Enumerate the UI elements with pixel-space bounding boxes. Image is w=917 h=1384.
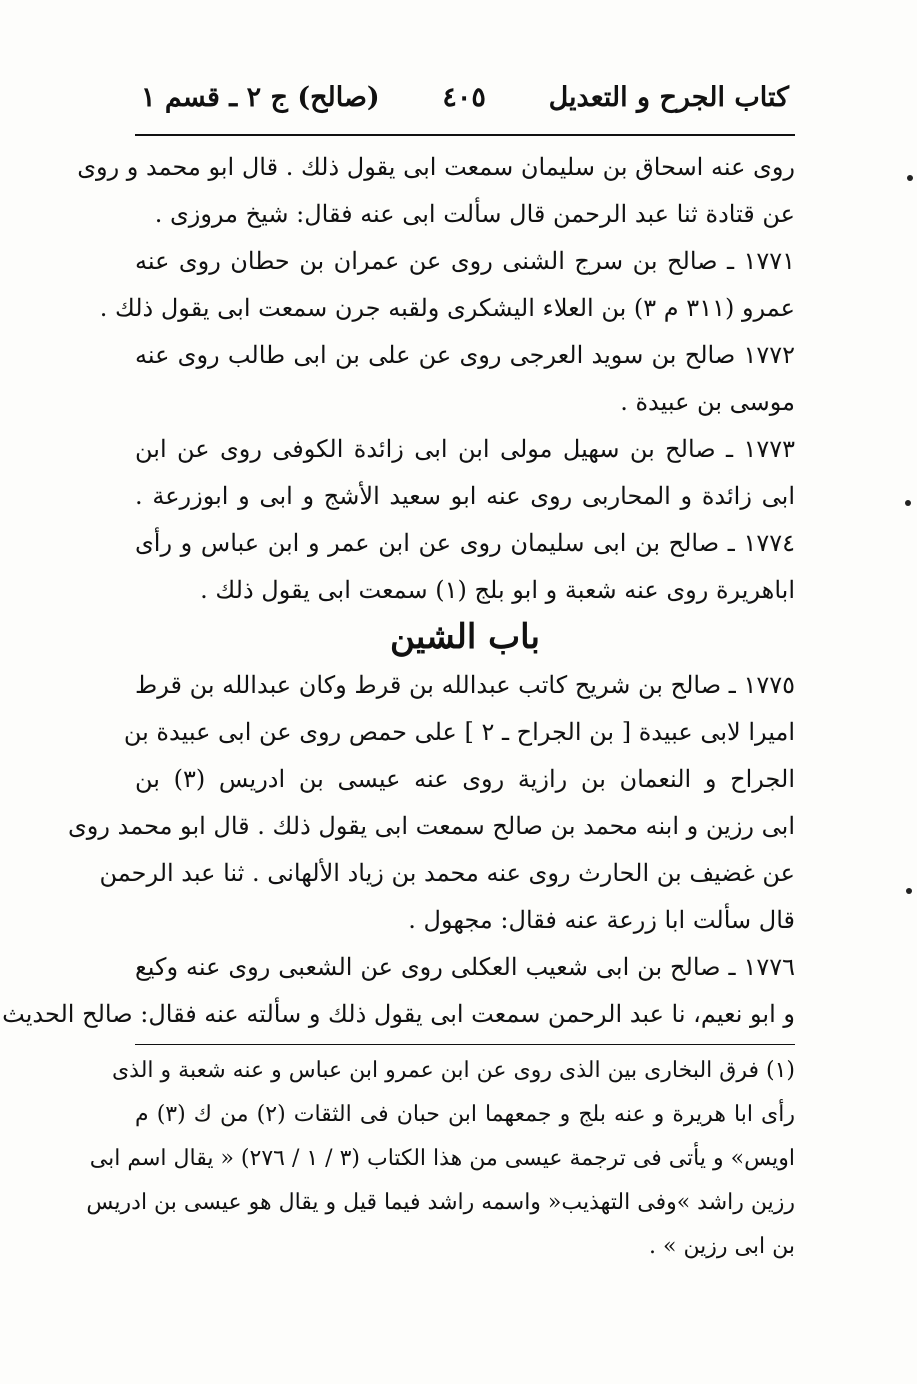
text-line: ١٧٧٥ ـ صالح بن شريح كاتب عبدالله بن قرط وكان عبدالله بن قرط	[135, 671, 795, 699]
section-label: (صالح) ج ٢ ـ قسم ١	[141, 82, 380, 113]
text-line: ١٧٧٣ ـ صالح بن سهيل مولى ابن ابى زائدة الكوفى روى عن ابن	[135, 435, 795, 463]
text-line: ١٧٧٦ ـ صالح بن ابى شعيب العكلى روى عن الشعبى روى عنه وكيع	[135, 953, 795, 981]
footnotes	[86, 1049, 795, 1269]
text-line: روى عنه اسحاق بن سليمان سمعت ابى يقول ذلك . قال ابو محمد و روى	[77, 153, 795, 181]
margin-mark	[907, 175, 913, 181]
footnote-line: بن ابى رزين » .	[649, 1234, 795, 1259]
text-line: ابى رزين و ابنه محمد بن صالح سمعت ابى يقول ذلك . قال ابو محمد روى	[68, 812, 795, 840]
text-line: ابى زائدة و المحاربى روى عنه ابو سعيد الأشج و ابى و ابوزرعة .	[135, 482, 795, 510]
text-line: عن قتادة ثنا عبد الرحمن قال سألت ابى عنه فقال: شيخ مروزى .	[154, 200, 795, 228]
book-page	[2, 82, 795, 1269]
footnote-rule	[135, 1044, 795, 1045]
text-line: و ابو نعيم، نا عبد الرحمن سمعت ابى يقول ذلك و سألته عنه فقال: صالح الحديث	[2, 1000, 795, 1028]
text-line: اباهريرة روى عنه شعبة و ابو بلج (١) سمعت ابى يقول ذلك .	[200, 576, 795, 604]
margin-mark	[905, 500, 911, 506]
footnote-line: رأى ابا هريرة و عنه بلج و جمعهما ابن حبان فى الثقات (٢) من ك (٣) م	[135, 1102, 795, 1127]
chapter-title: باب الشين	[390, 617, 540, 657]
text-line: عمرو (٣١١ م ٣) بن العلاء اليشكرى ولقبه جرن سمعت ابى يقول ذلك .	[99, 294, 795, 322]
text-line: الجراح و النعمان بن رازية روى عنه عيسى بن ادريس (٣) بن	[135, 765, 795, 793]
text-line: موسى بن عبيدة .	[620, 388, 795, 416]
book-title: كتاب الجرح و التعديل	[548, 82, 789, 113]
main-text	[2, 144, 795, 1038]
footnote-line: (١) فرق البخارى بين الذى روى عن ابن عمرو ابن عباس و عنه شعبة و الذى	[111, 1058, 795, 1083]
footnote-line: رزين راشد »وفى التهذيب« واسمه راشد فيما قيل و يقال هو عيسى بن ادريس	[86, 1190, 795, 1215]
text-line: اميرا لابى عبيدة [ بن الجراح ـ ٢ ] على حمص روى عن ابى عبيدة بن	[123, 718, 795, 746]
text-line: قال سألت ابا زرعة عنه فقال: مجهول .	[408, 906, 795, 934]
margin-mark	[906, 888, 912, 894]
text-line: ١٧٧٢ صالح بن سويد العرجى روى عن على بن ابى طالب روى عنه	[135, 341, 795, 369]
page-number: ٤٠٥	[442, 82, 486, 113]
page-header	[135, 82, 795, 140]
text-line: ١٧٧٤ ـ صالح بن ابى سليمان روى عن ابن عمر و ابن عباس و رأى	[135, 529, 795, 557]
footnote-line: اويس» و يأتى فى ترجمة عيسى من هذا الكتاب (٣ / ١ / ٢٧٦) « يقال اسم ابى	[89, 1146, 795, 1171]
header-rule	[135, 134, 795, 136]
text-line: عن غضيف بن الحارث روى عنه محمد بن زياد الألهانى . ثنا عبد الرحمن	[99, 859, 795, 887]
text-line: ١٧٧١ ـ صالح بن سرج الشنى روى عن عمران بن حطان روى عنه	[135, 247, 795, 275]
